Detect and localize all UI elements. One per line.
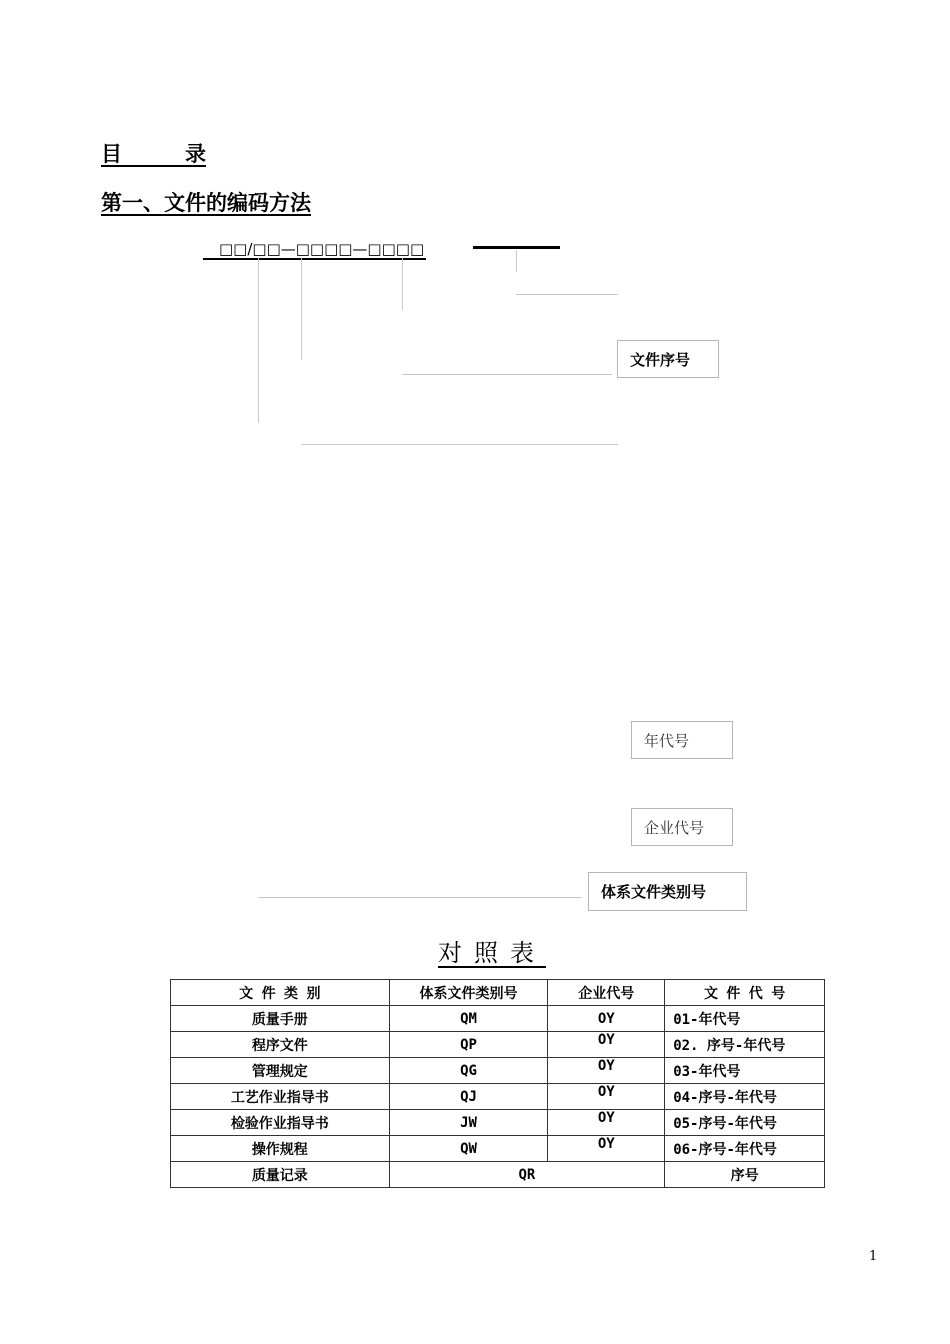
leader-line: [258, 897, 582, 898]
cell-file-code: 02. 序号-年代号: [665, 1032, 825, 1058]
cell-file-code: 03-年代号: [665, 1058, 825, 1084]
leader-line: [516, 250, 517, 272]
table-row: [171, 1110, 825, 1136]
code-underline: [473, 246, 560, 249]
table-title: 对照表: [438, 939, 546, 967]
cell-category: 操作规程: [171, 1136, 390, 1162]
label-file-sequence: 文件序号: [617, 340, 719, 378]
header-company: 企业代号: [548, 980, 665, 1006]
leader-line: [402, 258, 403, 310]
code-pattern: □□/□□—□□□□—□□□□: [203, 240, 426, 260]
table-header-row: [171, 980, 825, 1006]
leader-line: [516, 294, 618, 295]
cell-category: 程序文件: [171, 1032, 390, 1058]
table-row: [171, 1136, 825, 1162]
label-year-code: 年代号: [631, 721, 733, 759]
cell-category: 工艺作业指导书: [171, 1084, 390, 1110]
header-system-code: 体系文件类别号: [389, 980, 548, 1006]
header-file-code: 文 件 代 号: [665, 980, 825, 1006]
cell-system-code: QR: [389, 1162, 665, 1188]
table-row: [171, 1084, 825, 1110]
table-row: [171, 1006, 825, 1032]
label-system-category: 体系文件类别号: [588, 872, 747, 911]
cell-category: 管理规定: [171, 1058, 390, 1084]
cell-company: OY: [548, 1006, 665, 1032]
cell-category: 质量手册: [171, 1006, 390, 1032]
cell-company: OY: [548, 1058, 665, 1084]
cell-file-code: 05-序号-年代号: [665, 1110, 825, 1136]
cell-file-code: 01-年代号: [665, 1006, 825, 1032]
cell-system-code: QP: [389, 1032, 548, 1058]
cell-file-code: 06-序号-年代号: [665, 1136, 825, 1162]
cell-category: 检验作业指导书: [171, 1110, 390, 1136]
table-row: [171, 1032, 825, 1058]
page-number: 1: [869, 1249, 878, 1264]
table-row: [171, 1162, 825, 1188]
cell-system-code: QW: [389, 1136, 548, 1162]
cell-company: OY: [548, 1084, 665, 1110]
cell-company: OY: [548, 1136, 665, 1162]
cell-system-code: QJ: [389, 1084, 548, 1110]
table-row: [171, 1058, 825, 1084]
label-company-code: 企业代号: [631, 808, 733, 846]
leader-line: [402, 374, 612, 375]
cell-category: 质量记录: [171, 1162, 390, 1188]
cell-system-code: JW: [389, 1110, 548, 1136]
leader-line: [301, 444, 618, 445]
cell-company: OY: [548, 1032, 665, 1058]
cell-file-code: 04-序号-年代号: [665, 1084, 825, 1110]
header-category: 文 件 类 别: [171, 980, 390, 1006]
cell-system-code: QM: [389, 1006, 548, 1032]
leader-line: [258, 258, 259, 423]
comparison-table: [170, 979, 825, 1188]
toc-heading: 目 录: [101, 142, 206, 166]
cell-system-code: QG: [389, 1058, 548, 1084]
cell-file-code: 序号: [665, 1162, 825, 1188]
section-heading: 第一、文件的编码方法: [101, 191, 311, 215]
leader-line: [301, 258, 302, 360]
cell-company: OY: [548, 1110, 665, 1136]
